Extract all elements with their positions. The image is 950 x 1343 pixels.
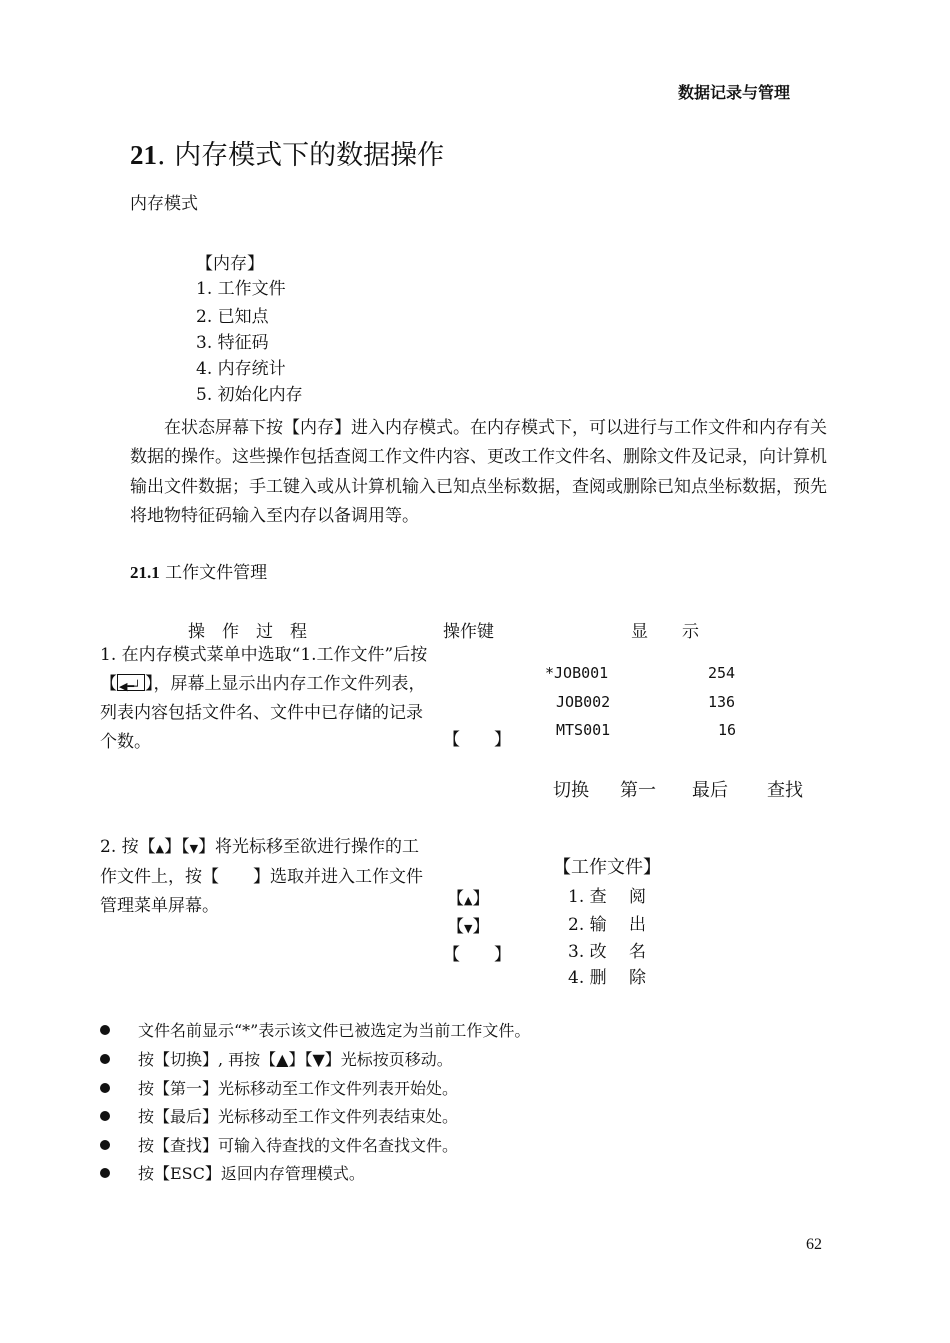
mode-label: 内存模式 (130, 194, 198, 214)
bullet-dot-icon (100, 1111, 110, 1121)
bullet-dot-icon (100, 1025, 110, 1035)
step2-text: 2. 按【▲】【▼】将光标移至欲进行操作的工作文件上，按【 】选取并进入工作文件管理菜单屏幕。 (100, 837, 423, 916)
down-triangle-icon: ▼ (189, 842, 199, 855)
step2-key-enter: 【 】 (443, 945, 511, 965)
bullet-dot-icon (100, 1054, 110, 1064)
bullet-item: 按【ESC】返回内存管理模式。 (100, 1161, 365, 1184)
softkey-find: 查找 (767, 780, 803, 801)
step2-key-up: 【▲】 (447, 889, 490, 909)
file-menu-item: 4. 删 除 (568, 968, 647, 988)
file-menu-title: 【工作文件】 (553, 857, 661, 878)
softkey-first: 第一 (620, 780, 656, 801)
softkey-switch: 切换 (553, 780, 589, 801)
file-count: 16 (718, 721, 737, 739)
bullet-dot-icon (100, 1168, 110, 1178)
bullet-item: 按【切换】, 再按【▲】【▼】光标按页移动。 (100, 1047, 453, 1070)
menu-item: 1. 工作文件 (196, 279, 286, 299)
file-count: 254 (708, 664, 736, 682)
file-name: *JOB001 (545, 664, 609, 682)
bullet-dot-icon (100, 1083, 110, 1093)
intro-paragraph: 在状态屏幕下按【内存】进入内存模式。在内存模式下，可以进行与工作文件和内存有关数据的操作。这些操作包括查阅工作文件内容、更改工作文件名、删除文件及记录，向计算机输出文件数据；手工键入或从计算机输入已知点坐标数据，查阅或删除已知点坐标数据，预先将地物特征码输入至内存以备调用等。 (130, 418, 827, 526)
menu-item: 5. 初始化内存 (196, 385, 303, 405)
up-triangle-icon: ▲ (464, 894, 473, 907)
section-heading (130, 558, 267, 583)
file-count: 136 (708, 693, 736, 711)
enter-key-icon (117, 674, 145, 691)
chapter-number: 21 (130, 140, 157, 170)
softkey-last: 最后 (692, 780, 728, 801)
section-number: 21.1 (130, 563, 160, 582)
up-triangle-icon: ▲ (155, 842, 165, 855)
bullet-item: 按【第一】光标移动至工作文件列表开始处。 (100, 1076, 458, 1099)
file-name: JOB002 (556, 693, 611, 711)
step1-text: 1. 在内存模式菜单中选取“1.工作文件”后按【◀━┘ 】，屏幕上显示出内存工作文件列表，列表内容包括文件名、文件中已存储的记录个数。 (100, 641, 435, 757)
step2-key-down: 【▼】 (447, 917, 490, 937)
bullet-item: 文件名前显示“*”表示该文件已被选定为当前工作文件。 (100, 1018, 530, 1041)
section-title: 工作文件管理 (165, 563, 268, 583)
chapter-title-text: 内存模式下的数据操作 (174, 140, 445, 171)
running-header: 数据记录与管理 (677, 83, 790, 102)
page-number: 62 (806, 1236, 822, 1253)
bullet-dot-icon (100, 1140, 110, 1150)
menu-item: 3. 特征码 (196, 333, 269, 353)
menu-item: 2. 已知点 (196, 307, 269, 327)
file-menu-item: 1. 查 阅 (568, 887, 647, 907)
menu-item: 4. 内存统计 (196, 359, 286, 379)
bullet-item: 按【查找】可输入待查找的文件名查找文件。 (100, 1133, 458, 1156)
bullet-item: 按【最后】光标移动至工作文件列表结束处。 (100, 1104, 458, 1127)
header-display: 显 示 (631, 622, 699, 642)
file-name: MTS001 (556, 721, 611, 739)
chapter-title: 21. 内存模式下的数据操作 (130, 140, 445, 171)
file-menu-item: 3. 改 名 (568, 942, 647, 962)
header-key: 操作键 (443, 622, 494, 642)
down-triangle-icon: ▼ (464, 922, 473, 935)
header-process: 操 作 过 程 (188, 622, 307, 642)
file-menu-item: 2. 输 出 (568, 915, 647, 935)
step1-key: 【 】 (443, 730, 511, 750)
menu-title: 【内存】 (196, 254, 264, 274)
